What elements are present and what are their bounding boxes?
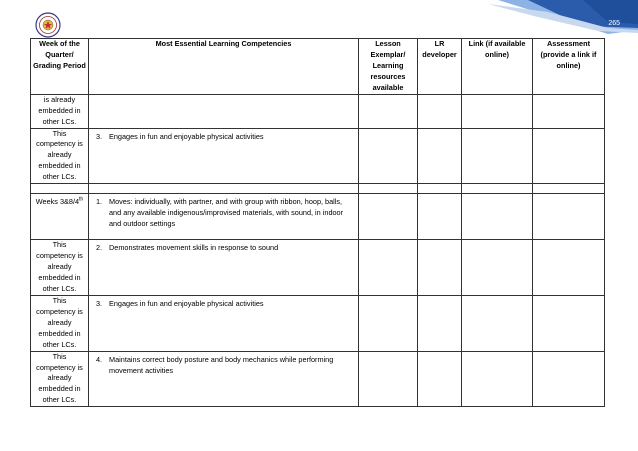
lr-cell — [418, 128, 462, 184]
lr-cell — [418, 184, 462, 194]
lesson-cell — [359, 184, 418, 194]
week-cell: This competency is already embedded in other LCs. — [31, 295, 89, 351]
lesson-cell — [359, 94, 418, 128]
week-cell: is already embedded in other LCs. — [31, 94, 89, 128]
table-row — [31, 194, 605, 240]
table-row — [31, 351, 605, 407]
assessment-cell — [533, 194, 605, 240]
header-assessment: Assessment (provide a link if online) — [533, 39, 605, 95]
competency-number: 1. — [96, 197, 103, 207]
competency-text: Maintains correct body posture and body mechanics while performing movement activities — [109, 354, 334, 375]
competency-number: 3. — [96, 298, 103, 308]
table-row-empty — [31, 184, 605, 194]
assessment-cell — [533, 128, 605, 184]
week-cell: This competency is already embedded in other LCs. — [31, 128, 89, 184]
link-cell — [462, 240, 533, 296]
competency-text: Engages in fun and enjoyable physical activities — [109, 131, 264, 141]
competency-cell — [89, 295, 359, 351]
competencies-table — [30, 38, 605, 407]
lesson-cell — [359, 194, 418, 240]
table-row — [31, 94, 605, 128]
week-cell: This competency is already embedded in other LCs. — [31, 351, 89, 407]
link-cell — [462, 351, 533, 407]
competency-cell — [89, 351, 359, 407]
assessment-cell — [533, 94, 605, 128]
competency-text: Demonstrates movement skills in response to sound — [109, 243, 279, 253]
lr-cell — [418, 351, 462, 407]
table-header-row — [31, 39, 605, 95]
table-row — [31, 295, 605, 351]
competency-number: 4. — [96, 354, 103, 364]
lr-cell — [418, 295, 462, 351]
lr-cell — [418, 194, 462, 240]
lr-cell — [418, 94, 462, 128]
header-competencies: Most Essential Learning Competencies — [89, 39, 359, 95]
week-cell — [31, 194, 89, 240]
page-number: 265 — [608, 20, 620, 27]
header-week: Week of the Quarter/ Grading Period — [31, 39, 89, 95]
competency-cell — [89, 240, 359, 296]
header-lr-developer: LR developer — [418, 39, 462, 95]
assessment-cell — [533, 351, 605, 407]
week-label-superscript: th — [79, 196, 84, 203]
competency-cell — [89, 128, 359, 184]
assessment-cell — [533, 295, 605, 351]
competency-number: 2. — [96, 243, 103, 253]
week-label: Weeks 3&8/4 — [35, 197, 80, 207]
lesson-cell — [359, 240, 418, 296]
lesson-cell — [359, 128, 418, 184]
deped-seal-icon — [35, 12, 61, 38]
lesson-cell — [359, 351, 418, 407]
assessment-cell — [533, 240, 605, 296]
competency-number: 3. — [96, 131, 103, 141]
link-cell — [462, 128, 533, 184]
link-cell — [462, 194, 533, 240]
competency-text: Engages in fun and enjoyable physical activities — [109, 298, 264, 308]
link-cell — [462, 184, 533, 194]
header-lesson-exemplar: Lesson Exemplar/ Learning resources available — [359, 39, 418, 95]
competency-cell — [89, 184, 359, 194]
lesson-cell — [359, 295, 418, 351]
week-cell: This competency is already embedded in other LCs. — [31, 240, 89, 296]
header-link: Link (if available online) — [462, 39, 533, 95]
table-row — [31, 240, 605, 296]
assessment-cell — [533, 184, 605, 194]
link-cell — [462, 295, 533, 351]
competency-cell — [89, 94, 359, 128]
competency-cell — [89, 194, 359, 240]
week-cell — [31, 184, 89, 194]
link-cell — [462, 94, 533, 128]
corner-band-graphic — [488, 0, 638, 38]
table-row — [31, 128, 605, 184]
lr-cell — [418, 240, 462, 296]
competency-text: Moves: individually, with partner, and with group with ribbon, hoop, balls, and any available indigenous/improvised materials, with sound, in indoor and outdoor settings — [109, 197, 344, 229]
